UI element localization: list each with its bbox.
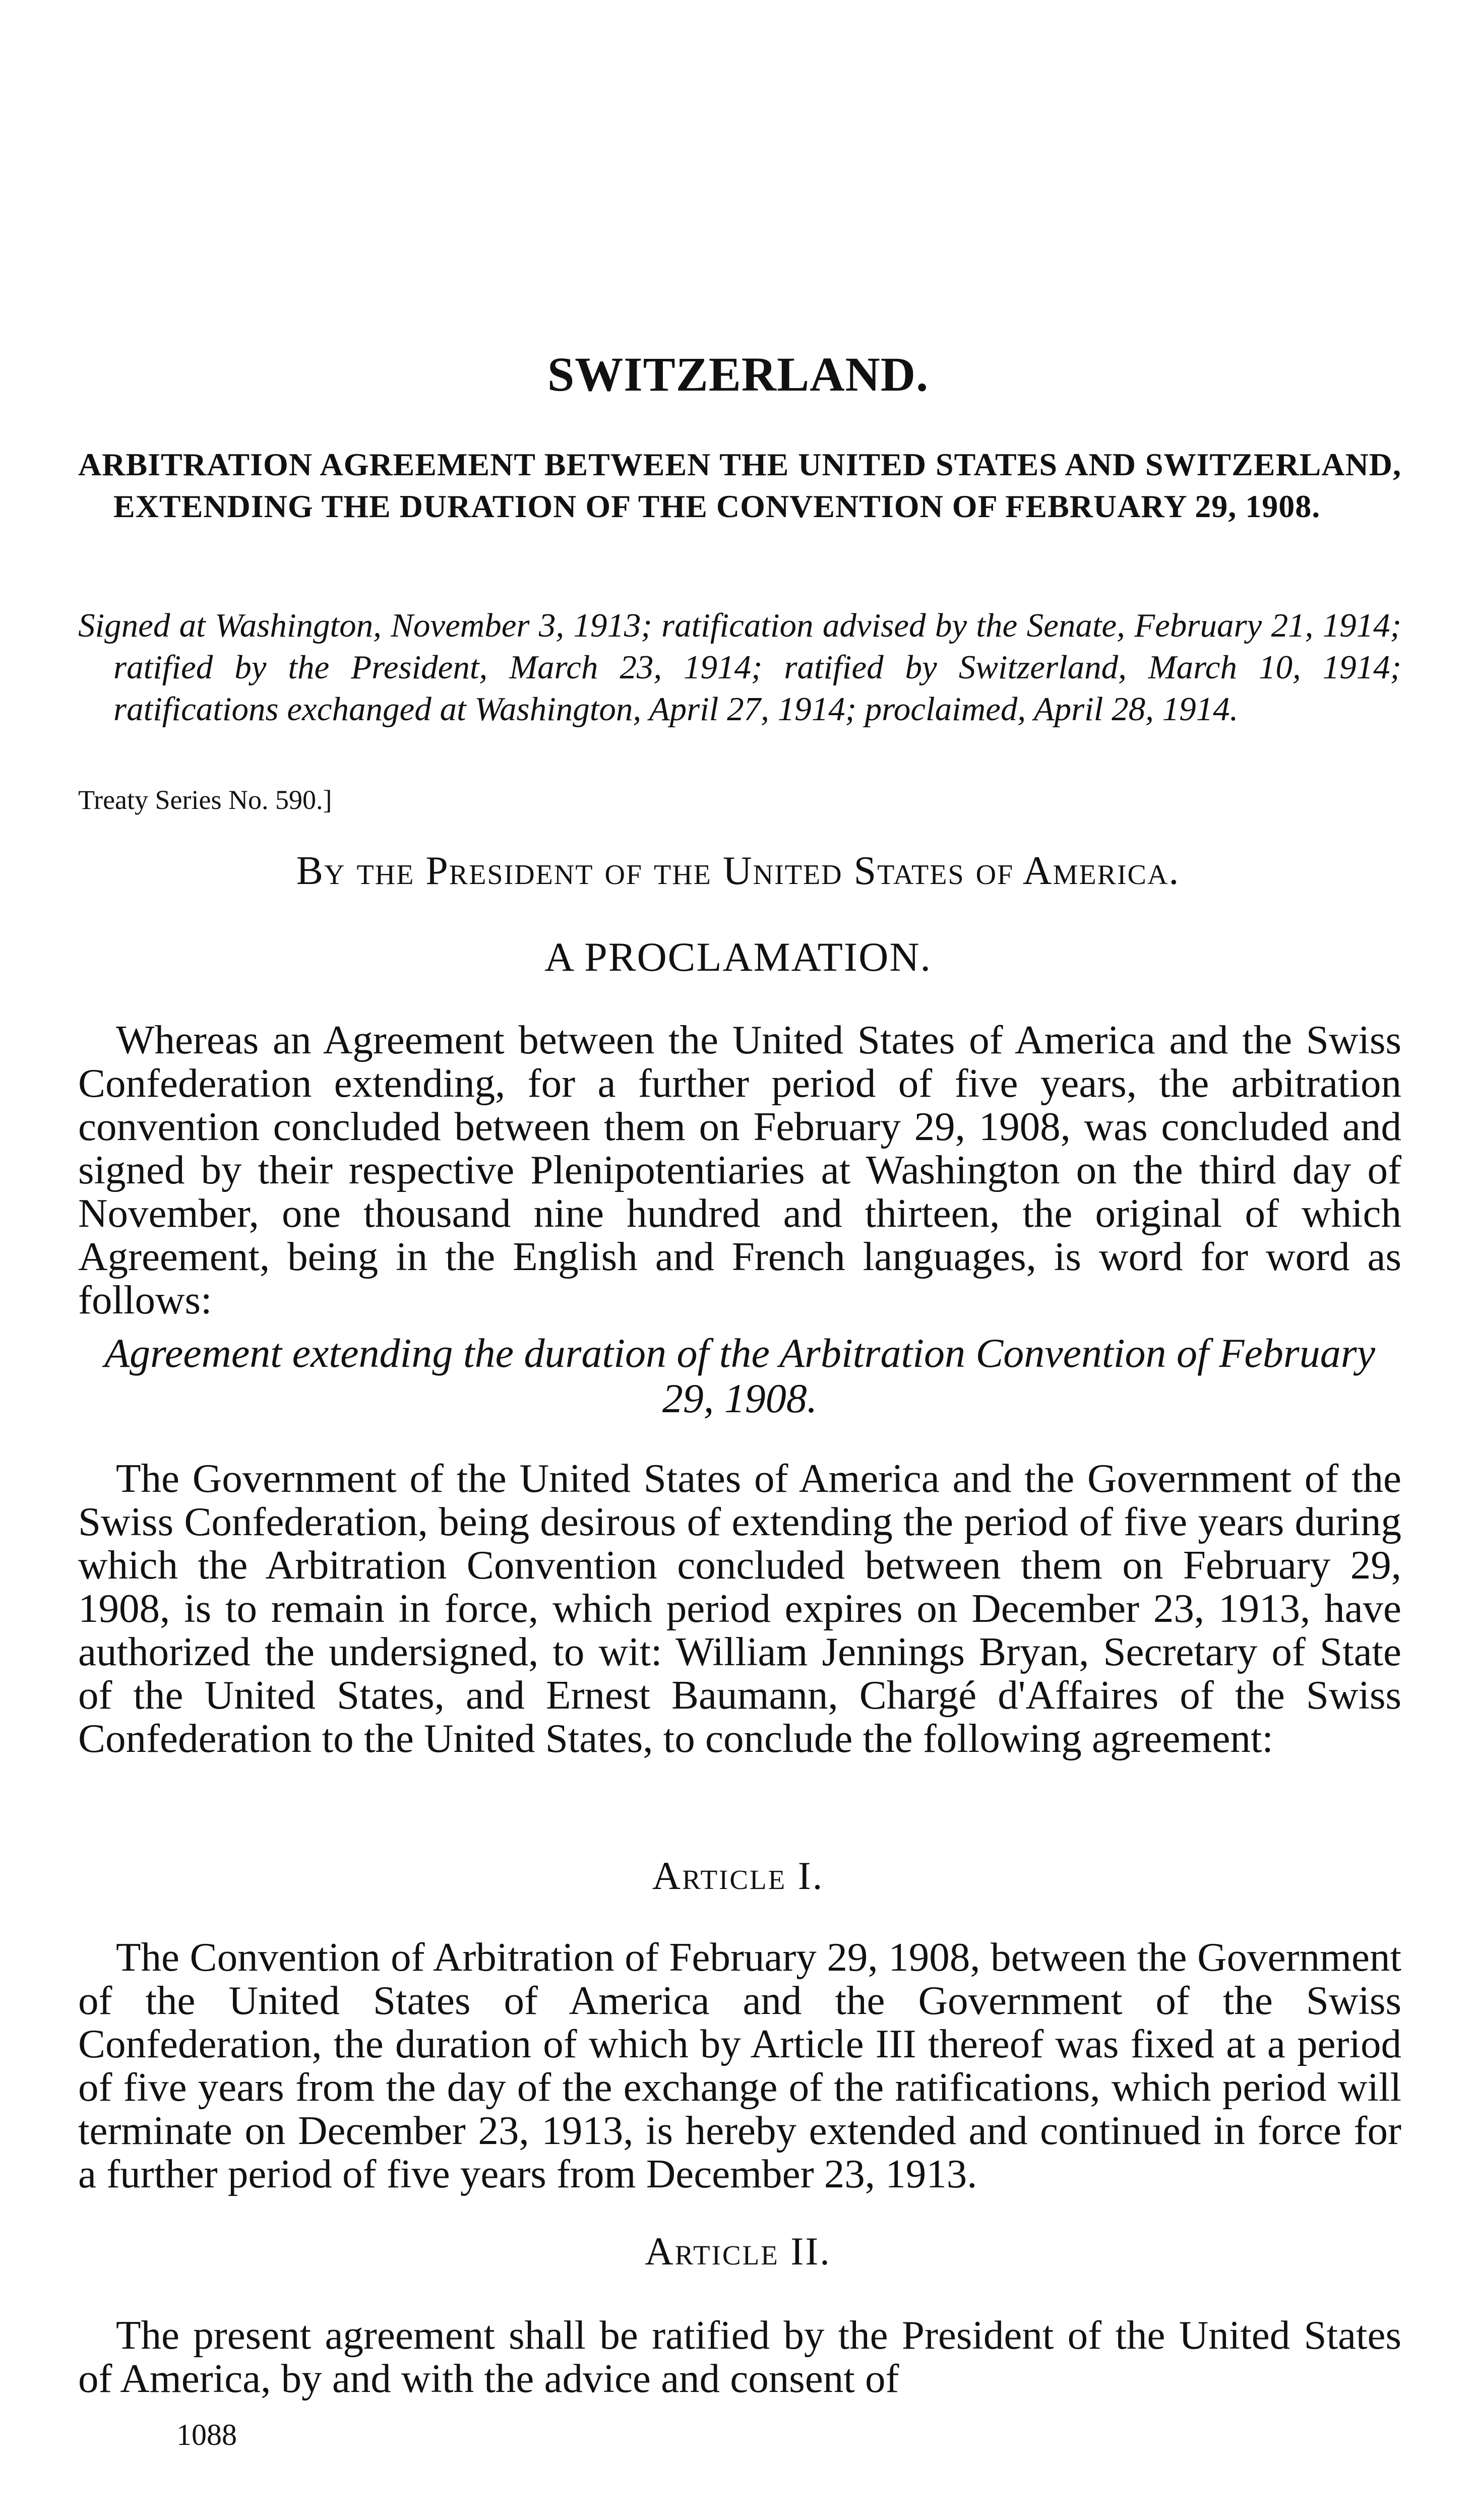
whereas-paragraph: Whereas an Agreement between the United States of America and the Swiss Confederation extending, for a further period of five years, the arbitration convention concluded between them on February 29, 1908, was concluded and signed by their respective Plenipotentiaries at Washington on the third day of November, one thousand nine hundred and thirteen, the original of which Agreement, being in the English and French languages, is word for word as follows: — [78, 1017, 1401, 1322]
treaty-series-label: Treaty Series No. 590.] — [78, 785, 332, 815]
country-title: SWITZERLAND. — [547, 347, 929, 401]
page-number: 1088 — [176, 2418, 237, 2451]
preamble-paragraph: The Government of the United States of America and the Government of the Swiss Confederation, being desirous of extending the period of five years during which the Arbitration Convention concluded between them on February 29, 1908, is to remain in force, which period expires on December 23, 1913, have authorized the undersigned, to wit: William Jennings Bryan, Secretary of State of the United States, and Ernest Baumann, Chargé d'Affaires of the Swiss Confederation to the United States, to conclude the following agreement: — [78, 1456, 1401, 1761]
proclamation-title: A PROCLAMATION. — [544, 934, 932, 980]
agreement-subtitle: Agreement extending the duration of the Arbitration Convention of February 29, 1908. — [104, 1330, 1376, 1421]
signing-note: Signed at Washington, November 3, 1913; ratification advised by the Senate, February 21, 1914; ratified by the President, March 23, 1914; ratified by Switzerland, March 10, 1914; ratifications exchanged at Washington, April 27, 1914; proclaimed, April 28, 1914. — [78, 607, 1401, 728]
presidential-byline: By the President of the United States of America. — [296, 849, 1180, 893]
article-2-heading: Article II. — [645, 2229, 831, 2273]
article-1-heading: Article I. — [652, 1854, 824, 1898]
article-1-paragraph: The Convention of Arbitration of February 29, 1908, between the Government of the United States of America and the Government of the Swiss Confederation, the duration of which by Article III thereof was fixed at a period of five years from the day of the exchange of the ratifications, which period will terminate on December 23, 1913, is hereby extended and continued in force for a further period of five years from December 23, 1913. — [78, 1934, 1401, 2196]
agreement-heading: ARBITRATION AGREEMENT BETWEEN THE UNITED STATES AND SWITZERLAND, EXTENDING THE DURATION OF THE CONVENTION OF FEBRUARY 29, 1908. — [78, 447, 1401, 524]
article-2-paragraph: The present agreement shall be ratified by the President of the United States of America, by and with the advice and consent of — [78, 2312, 1401, 2401]
